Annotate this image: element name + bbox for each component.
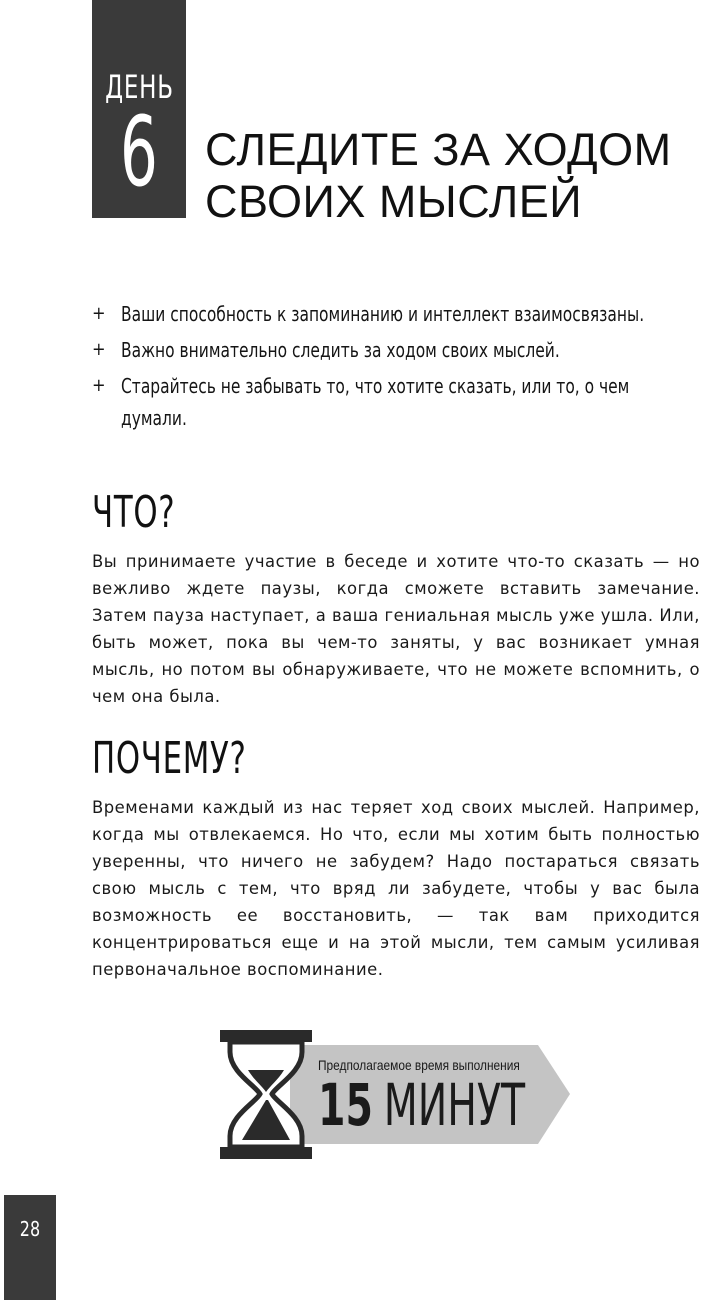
page-number: 28 — [19, 1217, 41, 1241]
time-estimate-number: 15 — [318, 1071, 373, 1139]
time-estimate — [220, 1030, 580, 1160]
page-title — [205, 124, 695, 228]
section-heading-what: ЧТО? — [92, 487, 176, 538]
plus-icon: + — [92, 375, 106, 396]
key-point — [92, 370, 692, 434]
plus-icon: + — [92, 303, 106, 324]
key-point — [92, 334, 692, 366]
key-point-text: Ваши способность к запоминанию и интеллект взаимосвязаны. — [121, 302, 645, 326]
title-line-1: СЛЕДИТЕ ЗА ХОДОМ — [205, 124, 672, 175]
time-estimate-value — [318, 1072, 525, 1138]
section-heading-why: ПОЧЕМУ? — [92, 733, 247, 784]
key-point-text: Важно внимательно следить за ходом своих мыслей. — [121, 338, 560, 362]
time-estimate-unit: МИНУТ — [383, 1071, 526, 1139]
day-number: 6 — [120, 96, 158, 208]
time-estimate-caption: Предполагаемое время выполнения — [318, 1057, 520, 1073]
day-label: ДЕНЬ — [105, 68, 174, 106]
key-points-list — [92, 298, 692, 438]
section-text-why: Временами каждый из нас теряет ход своих мыслей. Например, когда мы отвлекаемся. Но что, если мы хотим быть полностью уверенны, что ничего не забудем? Надо постараться связать свою мысль с тем, что вряд ли забудете, чтобы у вас была возможность ее восстановить, — так вам приходится концентрироваться еще и на этой мысли, тем самым усиливая первоначальное воспоминание. — [92, 798, 700, 979]
plus-icon: + — [92, 339, 106, 360]
title-line-2: СВОИХ МЫСЛЕЙ — [205, 176, 583, 227]
key-point — [92, 298, 692, 330]
section-text-what: Вы принимаете участие в беседе и хотите что-то сказать — но вежливо ждете паузы, когда сможете вставить замечание. Затем пауза наступает, а ваша гениальная мысль уже ушла. Или, быть может, пока вы чем-то заняты, у вас возникает умная мысль, но потом вы обнаруживаете, что не можете вспомнить, о чем она была. — [92, 552, 700, 706]
page-number-badge — [4, 1195, 56, 1300]
key-point-text: Старайтесь не забывать то, что хотите сказать, или то, о чем думали. — [121, 374, 630, 430]
day-badge — [92, 0, 186, 218]
